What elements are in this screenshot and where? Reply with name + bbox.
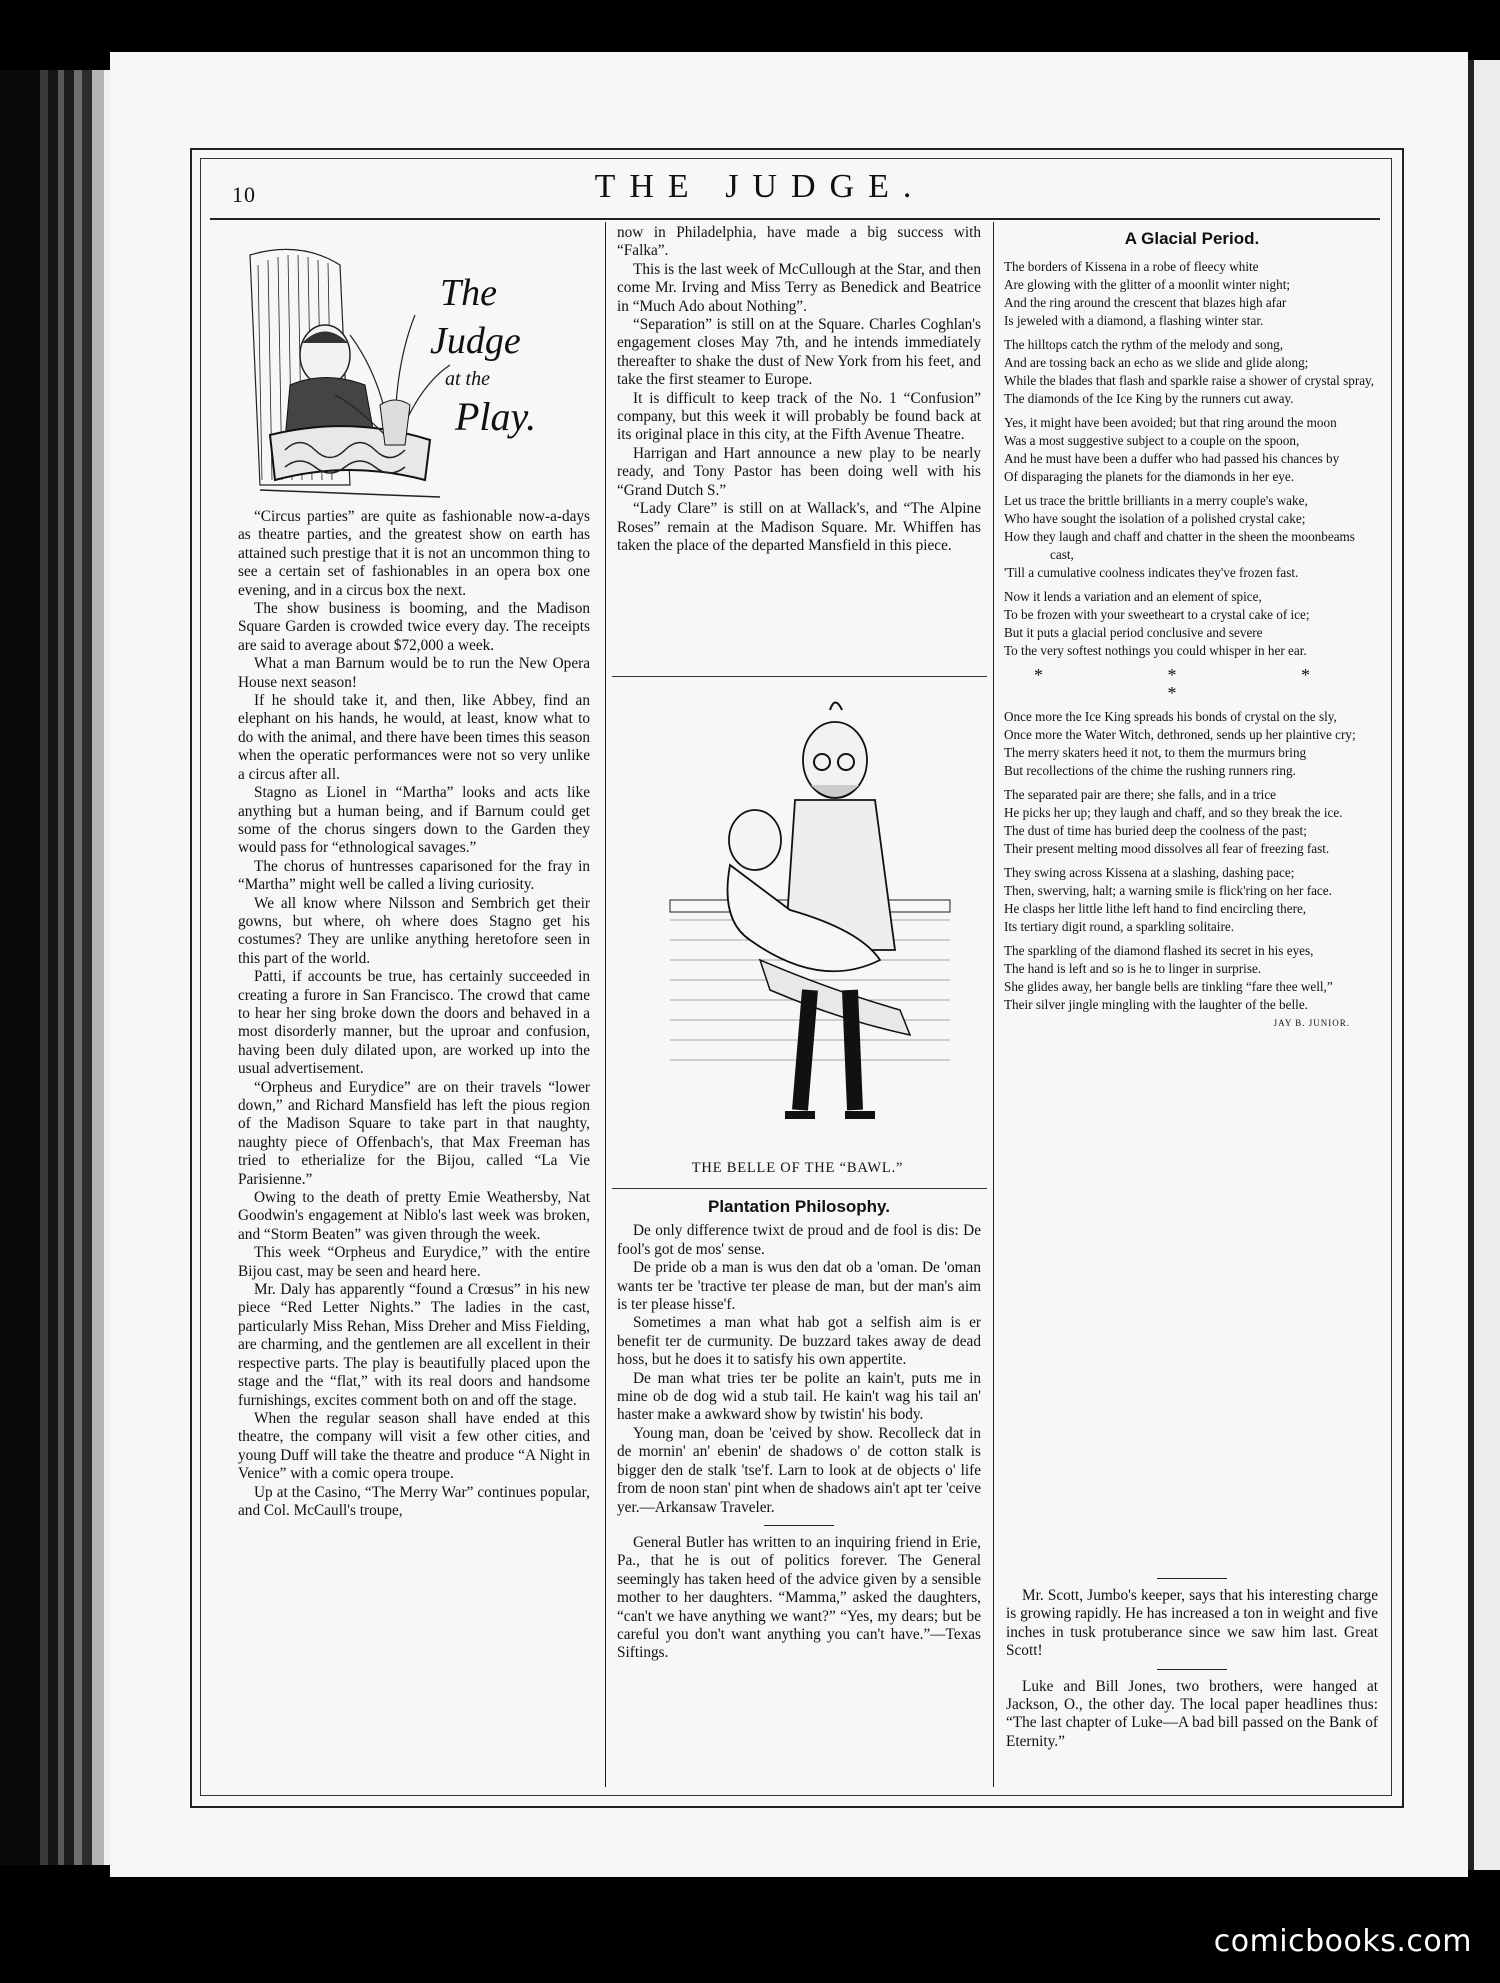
poem-line: The merry skaters heed it not, to them the murmurs bring <box>1004 745 1307 760</box>
glacial-period-poem <box>1004 230 1380 1032</box>
poem-line: Let us trace the brittle brilliants in a merry couple's wake, <box>1004 493 1308 508</box>
poem-line: The borders of Kissena in a robe of fleecy white <box>1004 259 1259 274</box>
plantation-para-3: Sometimes a man what hab got a selfish aim is er benefit ter de curmunity. De buzzard takes away de dead hoss, but he does it to satisfy his own appertite. <box>617 1314 981 1369</box>
col2-para-1: now in Philadelphia, have made a big success with “Falka”. <box>617 224 981 260</box>
site-watermark: comicbooks.com <box>1213 1924 1472 1959</box>
column-1-text <box>238 508 590 1520</box>
plantation-end-rule <box>764 1525 834 1526</box>
masthead-title: THE JUDGE. <box>594 168 926 205</box>
poem-line: The diamonds of the Ice King by the runners cut away. <box>1004 391 1294 406</box>
poem-line: The separated pair are there; she falls, and in a trice <box>1004 787 1277 802</box>
poem-line: Their silver jingle mingling with the laughter of the belle. <box>1004 997 1308 1012</box>
poem-stanza-5 <box>1004 588 1380 660</box>
illustration-caption: THE BELLE OF THE “BAWL.” <box>691 1160 904 1176</box>
col1-para-13: When the regular season shall have ended at this theatre, the company will visit a few other cities, and young Duff will take the theatre and produce “A Night in Venice” with a comic opera troupe. <box>238 1409 590 1483</box>
poem-line: Then, swerving, halt; a warning smile is flick'ring on her face. <box>1004 883 1332 898</box>
poem-stanza-2 <box>1004 336 1380 408</box>
poem-line: 'Till a cumulative coolness indicates they've frozen fast. <box>1004 565 1299 580</box>
poem-line: They swing across Kissena at a slashing, dashing pace; <box>1004 865 1295 880</box>
poem-section-break: * * * * <box>1034 665 1370 703</box>
poem-line: To be frozen with your sweetheart to a crystal cake of ice; <box>1004 607 1310 622</box>
poem-line: How they laugh and chaff and chatter in the sheen the moonbeams cast, <box>1004 529 1355 562</box>
poem-line: Its tertiary digit round, a sparkling solitaire. <box>1004 919 1234 934</box>
col1-para-1: “Circus parties” are quite as fashionable now-a-days as theatre parties, and the greatest show on earth has attained such prestige that it is not an uncommon thing to see a certain set of fashionables in an opera box one evening, and in a circus box the next. <box>238 508 590 599</box>
next-page-edge <box>1468 60 1500 1870</box>
poem-line: But it puts a glacial period conclusive and severe <box>1004 625 1263 640</box>
plantation-title: Plantation Philosophy. <box>708 1197 890 1216</box>
poem-stanza-1 <box>1004 258 1380 330</box>
col1-para-11: This week “Orpheus and Eurydice,” with the entire Bijou cast, may be seen and heard here. <box>238 1244 590 1280</box>
luke-paragraph: Luke and Bill Jones, two brothers, were hanged at Jackson, O., the other day. The local paper headlines thus: “The last chapter of Luke—A bad bill passed on the Bank of Eternity.” <box>1006 1677 1378 1750</box>
col2-para-5: Harrigan and Hart announce a new play to be nearly ready, and Tony Pastor has been doing well with his “Grand Dutch S.” <box>617 444 981 499</box>
poem-line: But recollections of the chime the rushing runners ring. <box>1004 763 1296 778</box>
col3-rule-2 <box>1157 1669 1227 1670</box>
plantation-para-1: De only difference twixt de proud and de fool is dis: De fool's got de mos' sense. <box>617 1222 981 1258</box>
poem-line: To the very softest nothings you could whisper in her ear. <box>1004 643 1307 658</box>
poem-line: Was a most suggestive subject to a couple on the spoon, <box>1004 433 1300 448</box>
svg-text:Judge: Judge <box>430 320 521 362</box>
col1-para-10: Owing to the death of pretty Emie Weathersby, Nat Goodwin's engagement at Niblo's last week was broken, and “Storm Beaten” was given through the week. <box>238 1189 590 1243</box>
svg-text:Play.: Play. <box>455 394 537 439</box>
poem-stanza-3 <box>1004 414 1380 486</box>
poem-stanza-6 <box>1004 708 1380 780</box>
column-rule-2 <box>993 222 994 1787</box>
poem-line: She glides away, her bangle bells are tinkling “fare thee well,” <box>1004 979 1333 994</box>
col1-para-4: If he should take it, and then, like Abbey, find an elephant on his hands, he would, at least, know what to do with the animal, and there have been times this season when the operatic performances were not so very unlike a circus after all. <box>238 692 590 783</box>
poem-line: He picks her up; they laugh and chaff, and so they break the ice. <box>1004 805 1343 820</box>
plantation-para-5: Young man, doan be 'ceived by show. Recolleck dat in de mornin' an' ebenin' de shadows o' de cotton stalk is bigger den de stalk 'tse'f. Larn to look at de objects o' life from de noon stan' pint when de shadows ain't apt ter 'ceive yer.—Arkansaw Traveler. <box>617 1424 981 1516</box>
col2-para-6: “Lady Clare” is still on at Wallack's, and “The Alpine Roses” remain at the Madison Square. Mr. Whiffen has taken the place of the departed Mansfield in this piece. <box>617 500 981 554</box>
poem-stanza-7 <box>1004 786 1380 858</box>
poem-line: He clasps her little lithe left hand to find encircling there, <box>1004 901 1307 916</box>
poem-line: Are glowing with the glitter of a moonlit winter night; <box>1004 277 1291 292</box>
poem-stanza-8 <box>1004 864 1380 936</box>
poem-line: Once more the Ice King spreads his bonds of crystal on the sly, <box>1004 709 1337 724</box>
svg-text:The: The <box>440 272 497 314</box>
col2-rule-1 <box>612 676 987 677</box>
poem-line: Now it lends a variation and an element of spice, <box>1004 589 1262 604</box>
poem-signature: JAY B. JUNIOR. <box>1273 1018 1350 1028</box>
col2-rule-2 <box>612 1188 987 1189</box>
col1-para-9: “Orpheus and Eurydice” are on their travels “lower down,” and Richard Mansfield has left the pious region of the Madison Square to take part in that naughty, naughty piece of Offenbach's, that Max Freeman has tried to etherialize for the Bijou, called “La Vie Parisienne.” <box>238 1078 590 1188</box>
poem-line: While the blades that flash and sparkle raise a shower of crystal spray, <box>1004 373 1375 388</box>
poem-line: And the ring around the crescent that blazes high afar <box>1004 295 1287 310</box>
page-number: 10 <box>232 182 256 207</box>
poem-line: The hilltops catch the rythm of the melody and song, <box>1004 337 1284 352</box>
poem-line: The sparkling of the diamond flashed its secret in his eyes, <box>1004 943 1314 958</box>
plantation-para-2: De pride ob a man is wus den dat ob a 'oman. De 'oman wants ter be 'tractive ter please de man, but der man's aim is ter please hisse'f. <box>617 1259 981 1314</box>
poem-line: Is jeweled with a diamond, a flashing winter star. <box>1004 313 1264 328</box>
plantation-philosophy-section <box>617 1198 981 1663</box>
poem-line: Once more the Water Witch, dethroned, sends up her plaintive cry; <box>1004 727 1356 742</box>
col1-para-3: What a man Barnum would be to run the New Opera House next season! <box>238 655 590 691</box>
scott-paragraph: Mr. Scott, Jumbo's keeper, says that his interesting charge is growing rapidly. He has increased a ton in weight and five inches in tusk protuberance since we saw him last. Great Scott! <box>1006 1587 1378 1660</box>
col2-para-3: “Separation” is still on at the Square. Charles Coghlan's engagement closes May 7th, and he intends immediately thereafter to shake the dust of New York from his feet, and take the first steamer to Europe. <box>617 316 981 389</box>
col1-para-7: We all know where Nilsson and Sembrich get their gowns, but where, oh where does Stagno get his costumes? They are unlike anything heretofore seen in this part of the world. <box>238 894 590 967</box>
poem-line: Who have sought the isolation of a polished crystal cake; <box>1004 511 1306 526</box>
col1-para-14: Up at the Casino, “The Merry War” continues popular, and Col. McCaull's troupe, <box>238 1483 590 1519</box>
col1-para-6: The chorus of huntresses caparisoned for the fray in “Martha” might well be called a living curiosity. <box>238 857 590 894</box>
butler-paragraph: General Butler has written to an inquiring friend in Erie, Pa., that he is out of politics forever. The General seemingly has taken heed of the advice given by a sensible mother to her daughters. “Mamma,” asked the daughters, “can't we have anything we want?” “Yes, my dears; but be careful you don't want anything you can't have.”—Texas Siftings. <box>617 1533 981 1662</box>
col1-para-2: The show business is booming, and the Madison Square Garden is crowded twice every day. The receipts are said to average about $72,000 a week. <box>238 600 590 654</box>
col2-para-2: This is the last week of McCullough at the Star, and then come Mr. Irving and Miss Terry as Benedick and Beatrice in “Much Ado about Nothing”. <box>617 260 981 315</box>
poem-line: And he must have been a duffer who had passed his chances by <box>1004 451 1340 466</box>
col1-para-5: Stagno as Lionel in “Martha” looks and acts like anything but a human being, and if Barnum could get some of the chorus singers down to the Garden they would pass for “ethnological savages.” <box>238 784 590 857</box>
poem-line: Of disparaging the planets for the diamonds in her eye. <box>1004 469 1295 484</box>
poem-line: Yes, it might have been avoided; but that ring around the moon <box>1004 415 1337 430</box>
col1-para-12: Mr. Daly has apparently “found a Crœsus” in his new piece “Red Letter Nights.” The ladies in the cast, particularly Miss Rehan, Miss Dreher and Miss Fielding, are charming, and the gentlemen are all excellent in their respective parts. The play is beautifully placed upon the stage and the “flat,” with its real doors and handsome furnishings, excites comment both on and off the stage. <box>238 1281 590 1409</box>
poem-line: The hand is left and so is he to linger in surprise. <box>1004 961 1262 976</box>
poem-stanza-4 <box>1004 492 1380 582</box>
col2-para-4: It is difficult to keep track of the No. 1 “Confusion” company, but this week it will probably be found back at its original place in this city, at the Fifth Avenue Theatre. <box>617 389 981 444</box>
column-2-top-text <box>617 224 981 555</box>
poem-line: Their present melting mood dissolves all fear of freezing fast. <box>1004 841 1330 856</box>
column-rule-1 <box>605 222 606 1787</box>
belle-of-the-bawl-illustration <box>660 690 960 1150</box>
col1-para-8: Patti, if accounts be true, has certainly succeeded in creating a furore in San Francisco. The crowd that came to hear her sing broke down the doors and behaved in a most disorderly manner, but the uproar and confusion, having been duly dilated upon, are worked up into the usual advertisement. <box>238 968 590 1078</box>
poem-stanza-9 <box>1004 942 1380 1014</box>
plantation-para-4: De man what tries ter be polite an kain't, puts me in mine ob de dog wid a stub tail. He kain't wag his tail an' haster make a awkward show by twistin' his body. <box>617 1369 981 1424</box>
masthead-rule <box>210 218 1380 220</box>
column-3-bottom-text <box>1006 1578 1378 1751</box>
svg-text:at the: at the <box>445 368 490 390</box>
poem-line: And are tossing back an echo as we slide and glide along; <box>1004 355 1309 370</box>
col3-rule-1 <box>1157 1578 1227 1579</box>
poem-line: The dust of time has buried deep the coolness of the past; <box>1004 823 1307 838</box>
judge-at-play-illustration <box>240 235 590 500</box>
poem-title: A Glacial Period. <box>1124 229 1260 248</box>
